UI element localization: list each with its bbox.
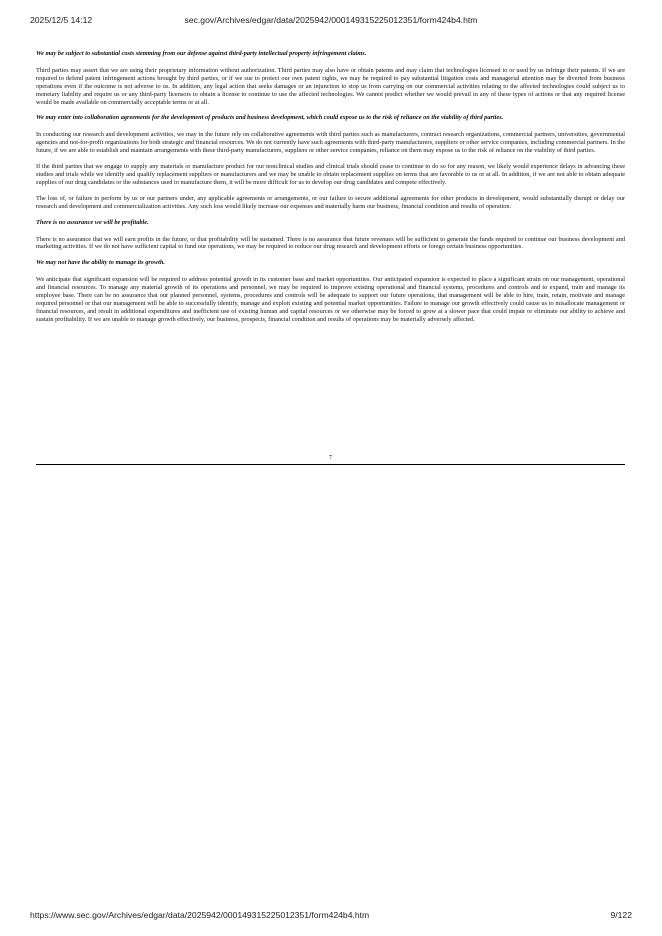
document-body	[36, 50, 625, 332]
section-heading: We may not have the ability to manage its growth.	[36, 259, 165, 267]
section-heading: We may enter into collaboration agreements for the development of products and business development, which could expose us to the risk of reliance on the viability of third parties.	[36, 114, 504, 122]
print-url: https://www.sec.gov/Archives/edgar/data/2025942/000149315225012351/form424b4.htm	[30, 910, 370, 920]
print-page-title: sec.gov/Archives/edgar/data/2025942/000149315225012351/form424b4.htm	[184, 15, 478, 25]
paragraph: We anticipate that significant expansion will be required to address potential growth in its customer base and market opportunities. Our anticipated expansion is expected to place a significant strain on our management, operational and financial resources. To manage any material growth of its operations and personnel, we may be required to improve existing operational and financial systems, procedures and controls and to expand, train and manage its employee base. There can be no assurance that our planned personnel, systems, procedures and controls will be adequate to support our future operations, that management will be able to hire, train, retain, motivate and manage required personnel or that our management will be able to successfully identify, manage and exploit existing and potential market opportunities. Failure to manage our growth effectively could cause us to misallocate management or financial resources, and result in additional expenditures and inefficient use of existing human and capital resources or we otherwise may be forced to grow at a slower pace that could impair or eliminate our ability to achieve and sustain profitability. If we are unable to manage growth effectively, our business, prospects, financial condition and results of operations may be materially adversely affected.	[36, 276, 625, 323]
print-page-counter: 9/122	[610, 910, 632, 920]
page-number: 7	[328, 454, 333, 461]
page-divider	[36, 464, 625, 465]
section-heading: There is no assurance we will be profitable.	[36, 218, 149, 226]
section-heading: We may be subject to substantial costs stemming from our defense against third-party intellectual property infringement claims.	[36, 50, 367, 57]
paragraph: Third parties may assert that we are using their proprietary information without authorization. Third parties may also have or obtain patents and may claim that technologies licensed to or used by us infringe their patents. If we are required to defend patent infringement actions brought by third parties, or if we sue to protect our own patent rights, we may be required to pay substantial litigation costs and managerial attention may be diverted from business operations even if the outcome is not adverse to us. In addition, any legal action that seeks damages or an injunction to stop us from carrying on our commercial activities relating to the affected technologies could subject us to monetary liability and require us or any third-party licensors to obtain a license to continue to use the affected technologies. We cannot predict whether we would prevail in any of these types of actions or that any required license would be made available on commercially acceptable terms or at all.	[36, 66, 625, 106]
paragraph: If the third parties that we engage to supply any materials or manufacture product for our nonclinical studies and clinical trials should cease to continue to do so for any reason, we likely would experience delays in advancing these studies and trials while we identify and qualify replacement suppliers or manufacturers and we may be unable to obtain replacement supplies on terms that are favorable to us or at all. In addition, if we are not able to obtain adequate supplies of our drug candidates or the substances used to manufacture them, it will be more difficult for us to develop our drug candidates and compete effectively.	[36, 163, 625, 186]
paragraph: In conducting our research and development activities, we may in the future rely on collaborative agreements with third parties such as manufacturers, contract research organizations, commercial partners, universities, governmental agencies and not-for-profit organizations for both strategic and financial resources. We do not currently have such agreements with third-party manufacturers, suppliers or other service companies, including commercial partners. In the future, if we are able to establish and maintain arrangements with these third-party manufacturers, suppliers or other service companies, reliance on them may expose us to the risk of reliance on the viability of third parties.	[36, 131, 625, 155]
paragraph: There is no assurance that we will earn profits in the future, or that profitability will be sustained. There is no assurance that future revenues will be sufficient to generate the funds required to continue our business development and marketing activities. If we do not have sufficient capital to fund our operations, we may be required to reduce our drug research and development efforts or forego certain business opportunities.	[36, 235, 625, 251]
paragraph: The loss of, or failure to perform by us or our partners under, any applicable agreements or arrangements, or our failure to secure additional agreements for other products in development, would substantially disrupt or delay our research and development and commercialization activities. Any such loss would likely increase our expenses and materially harm our business, financial condition and results of operation.	[36, 194, 625, 210]
print-header	[0, 0, 662, 28]
print-footer	[0, 908, 662, 928]
print-timestamp: 2025/12/5 14:12	[30, 15, 93, 25]
